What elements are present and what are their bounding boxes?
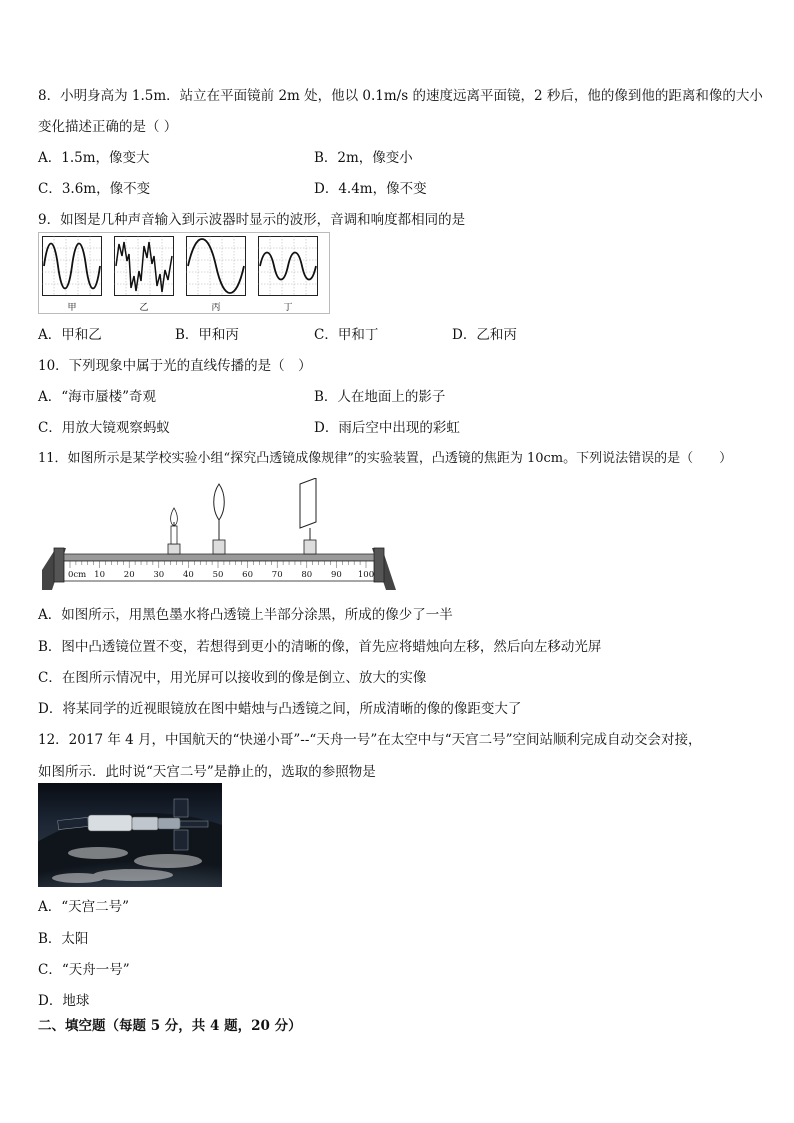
ruler-tick-label: 0cm <box>68 570 87 580</box>
q9-option-c: C．甲和丁 <box>314 327 379 343</box>
space-station-photo <box>38 783 222 887</box>
ruler-tick-label: 100 <box>357 570 375 580</box>
candle <box>168 508 180 554</box>
convex-lens <box>213 484 225 554</box>
light-screen <box>300 478 316 554</box>
ruler-tick-label: 20 <box>123 570 135 580</box>
section2-title: 二、填空题（每题 5 分，共 4 题，20 分） <box>38 1018 302 1034</box>
waveform-jia <box>42 236 102 296</box>
q12-option-b: B．太阳 <box>38 931 89 947</box>
q11-stem: 11．如图所示是某学校实验小组“探究凸透镜成像规律”的实验装置，凸透镜的焦距为 10cm。下列说法错误的是（ ） <box>38 451 733 466</box>
q9-option-b: B．甲和丙 <box>175 327 239 343</box>
bench-right-post <box>374 548 384 582</box>
q10-stem: 10．下列现象中属于光的直线传播的是（ ） <box>38 358 312 374</box>
waveform-yi <box>114 236 174 296</box>
bench-rail <box>64 554 374 561</box>
q12-option-d: D．地球 <box>38 993 90 1009</box>
waveform-label-ding: 丁 <box>283 303 293 313</box>
q9-option-d: D．乙和丙 <box>452 327 517 343</box>
q12-stem-line2: 如图所示．此时说“天宫二号”是静止的，选取的参照物是 <box>38 764 376 780</box>
q8-stem-line1: 8．小明身高为 1.5m．站立在平面镜前 2m 处，他以 0.1m/s 的速度远离平面镜，2 秒后，他的像到他的距离和像的大小 <box>38 88 763 104</box>
ruler-tick-label: 30 <box>153 570 165 580</box>
q8-option-a: A．1.5m，像变大 <box>38 150 150 166</box>
q8-stem-line2: 变化描述正确的是（ ） <box>38 119 178 135</box>
ruler-tick-label: 10 <box>94 570 106 580</box>
q8-option-b: B．2m，像变小 <box>314 150 413 166</box>
q12-stem-line1: 12．2017 年 4 月，中国航天的“快递小哥”--“天舟一号”在太空中与“天宫二号”空间站顺利完成自动交会对接， <box>38 732 702 748</box>
waveform-bing <box>186 236 246 296</box>
q12-option-c: C．“天舟一号” <box>38 962 130 978</box>
ruler-tick-label: 90 <box>330 570 342 580</box>
optical-bench-figure <box>38 478 400 590</box>
q10-option-b: B．人在地面上的影子 <box>314 389 446 405</box>
q11-option-b: B．图中凸透镜位置不变，若想得到更小的清晰的像，首先应将蜡烛向左移，然后向左移动光屏 <box>38 639 602 655</box>
q8-option-d: D．4.4m，像不变 <box>314 181 427 197</box>
waveform-label-jia: 甲 <box>67 303 77 313</box>
bench-left-post <box>54 548 64 582</box>
ruler-tick-label: 70 <box>271 570 283 580</box>
q11-option-d: D．将某同学的近视眼镜放在图中蜡烛与凸透镜之间，所成清晰的像的像距变大了 <box>38 701 522 717</box>
q10-option-d: D．雨后空中出现的彩虹 <box>314 420 460 436</box>
ruler-tick-label: 80 <box>301 570 313 580</box>
screen-icon <box>300 478 316 528</box>
waveform-label-yi: 乙 <box>139 303 149 313</box>
q9-stem: 9．如图是几种声音输入到示波器时显示的波形，音调和响度都相同的是 <box>38 212 466 228</box>
q10-option-c: C．用放大镜观察蚂蚁 <box>38 420 170 436</box>
waveform-label-bing: 丙 <box>211 303 221 313</box>
waveform-ding <box>258 236 318 296</box>
q9-option-a: A．甲和乙 <box>38 327 102 343</box>
ruler-tick-label: 50 <box>212 570 224 580</box>
q11-option-c: C．在图所示情况中，用光屏可以接收到的像是倒立、放大的实像 <box>38 670 427 686</box>
ruler-tick-label: 40 <box>182 570 194 580</box>
q8-option-c: C．3.6m，像不变 <box>38 181 151 197</box>
lens-icon <box>214 484 225 520</box>
ruler-tick-label: 60 <box>242 570 254 580</box>
q11-option-a: A．如图所示，用黑色墨水将凸透镜上半部分涂黑，所成的像少了一半 <box>38 607 453 623</box>
q10-option-a: A．“海市蜃楼”奇观 <box>38 389 157 405</box>
q12-option-a: A．“天宫二号” <box>38 899 130 915</box>
